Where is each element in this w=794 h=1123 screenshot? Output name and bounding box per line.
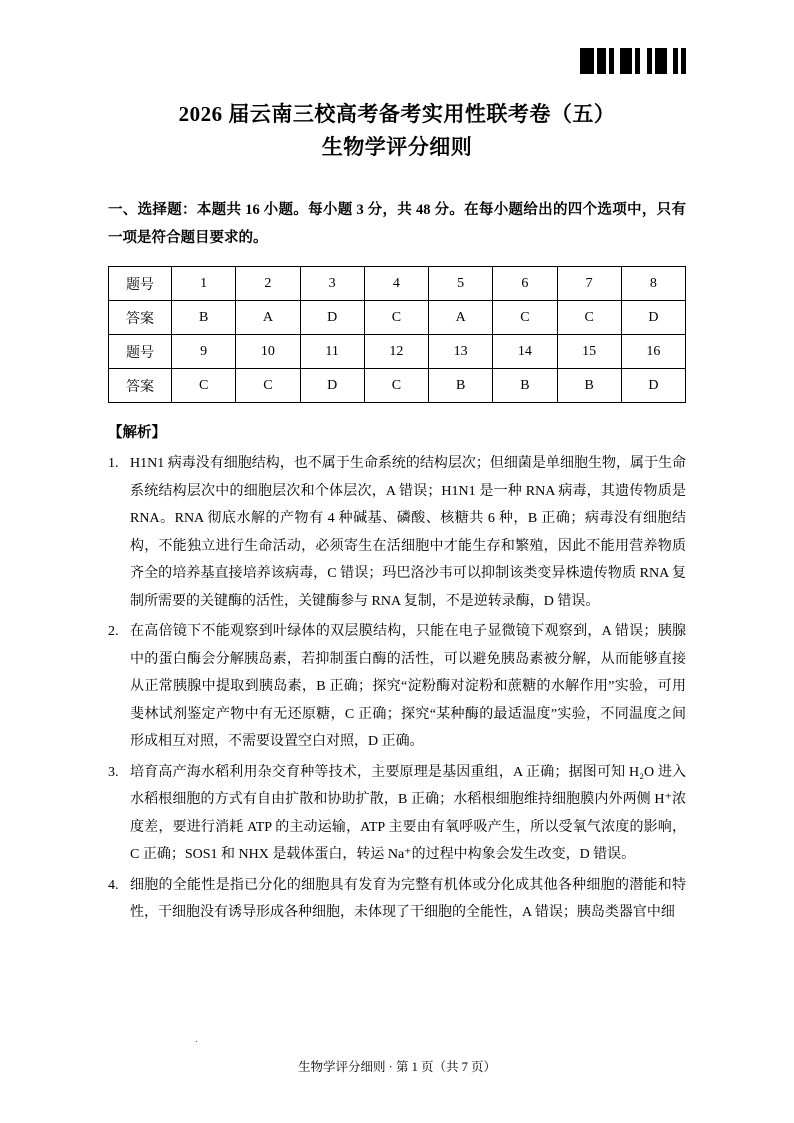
item-text: 细胞的全能性是指已分化的细胞具有发育为完整有机体或分化成其他各种细胞的潜能和特性，干细胞没有诱导形成各种细胞，未体现了干细胞的全能性，A 错误；胰岛类器官中细: [130, 877, 686, 920]
table-cell: C: [364, 369, 428, 403]
table-cell: C: [557, 301, 621, 335]
page-subtitle: 生物学评分细则: [321, 135, 473, 159]
barcode-bar: [673, 48, 678, 74]
item-text: 培育高产海水稻利用杂交育种等技术，主要原理是基因重组，A 正确；据图可知 H₂O 进入水稻根细胞的方式有自由扩散和协助扩散，B 正确；水稻根细胞维持细胞膜内外两侧 H⁺浓度差，要进行消耗 ATP 的主动运输，ATP 主要由有氧呼吸产生，所以受氧气浓度的影响，C 正确；SOS1 和 NHX 是载体蛋白，转运 Na⁺的过程中构象会发生改变，D 错误。: [130, 764, 686, 862]
row-label: 题号: [109, 335, 172, 369]
barcode-bar: [609, 48, 614, 74]
item-text: 在高倍镜下不能观察到叶绿体的双层膜结构，只能在电子显微镜下观察到，A 错误；胰腺中的蛋白酶会分解胰岛素，若抑制蛋白酶的活性，可以避免胰岛素被分解，从而能够直接从正常胰腺中提取到胰岛素，B 正确；探究“淀粉酶对淀粉和蔗糖的水解作用”实验，可用斐林试剂鉴定产物中有无还原糖，C 正确；探究“某种酶的最适温度”实验，不同温度之间形成相互对照，不需要设置空白对照，D 正确。: [130, 624, 686, 749]
footer-mark: .: [195, 1033, 198, 1045]
table-cell: C: [172, 369, 236, 403]
table-cell: 4: [364, 267, 428, 301]
table-row: [109, 267, 686, 301]
row-label: 答案: [109, 369, 172, 403]
barcode-bar: [655, 48, 667, 74]
barcode-bar: [597, 48, 606, 74]
table-cell: 9: [172, 335, 236, 369]
item-number: 4.: [108, 877, 119, 893]
list-item: [108, 450, 686, 615]
table-cell: 6: [493, 267, 557, 301]
item-number: 1.: [108, 456, 119, 471]
table-cell: C: [364, 301, 428, 335]
table-cell: B: [429, 369, 493, 403]
analysis-heading: 【解析】: [108, 425, 166, 441]
item-text: H1N1 病毒没有细胞结构，也不属于生命系统的结构层次；但细菌是单细胞生物，属于生命系统结构层次中的细胞层次和个体层次，A 错误；H1N1 是一种 RNA 病毒，其遗传物质是 RNA。RNA 彻底水解的产物有 4 种碱基、磷酸、核糖共 6 种，B 正确；病毒没有细胞结构，不能独立进行生命活动，必须寄生在活细胞中才能生存和繁殖，因此不能用营养物质齐全的培养基直接培养该病毒，C 错误；玛巴洛沙韦可以抑制该类变异株遗传物质 RNA 复制所需要的关键酶的活性，关键酶参与 RNA 复制，不是逆转录酶，D 错误。: [130, 456, 686, 609]
page-footer: 生物学评分细则 · 第 1 页（共 7 页）: [298, 1060, 496, 1074]
item-number: 2.: [108, 624, 119, 639]
barcode-bar: [635, 48, 640, 74]
table-cell: 3: [300, 267, 364, 301]
table-cell: 15: [557, 335, 621, 369]
table-row: [109, 369, 686, 403]
page-title: 2026 届云南三校高考备考实用性联考卷（五）: [178, 102, 616, 126]
table-cell: 2: [236, 267, 300, 301]
table-row: [109, 301, 686, 335]
list-item: [108, 618, 686, 756]
table-cell: 11: [300, 335, 364, 369]
table-cell: D: [621, 369, 685, 403]
table-cell: 16: [621, 335, 685, 369]
table-cell: D: [621, 301, 685, 335]
answer-table: [108, 266, 686, 403]
list-item: [108, 872, 686, 927]
title-block: [108, 0, 686, 164]
table-cell: 13: [429, 335, 493, 369]
table-cell: C: [493, 301, 557, 335]
table-cell: 8: [621, 267, 685, 301]
table-cell: D: [300, 369, 364, 403]
list-item: [108, 759, 686, 869]
table-cell: A: [236, 301, 300, 335]
table-cell: B: [493, 369, 557, 403]
table-cell: A: [429, 301, 493, 335]
table-cell: C: [236, 369, 300, 403]
barcode-bar: [681, 48, 686, 74]
table-cell: 1: [172, 267, 236, 301]
barcode-bar: [620, 48, 632, 74]
table-cell: B: [557, 369, 621, 403]
table-cell: B: [172, 301, 236, 335]
section-heading: 一、选择题：本题共 16 小题。每小题 3 分，共 48 分。在每小题给出的四个选项中，只有一项是符合题目要求的。: [108, 202, 686, 246]
table-cell: 10: [236, 335, 300, 369]
table-cell: 7: [557, 267, 621, 301]
barcode-bar: [647, 48, 652, 74]
barcode-bar: [580, 48, 594, 74]
table-cell: 5: [429, 267, 493, 301]
item-number: 3.: [108, 764, 119, 780]
row-label: 题号: [109, 267, 172, 301]
table-cell: 14: [493, 335, 557, 369]
barcode: [580, 48, 686, 74]
table-row: [109, 335, 686, 369]
table-cell: 12: [364, 335, 428, 369]
table-cell: D: [300, 301, 364, 335]
row-label: 答案: [109, 301, 172, 335]
